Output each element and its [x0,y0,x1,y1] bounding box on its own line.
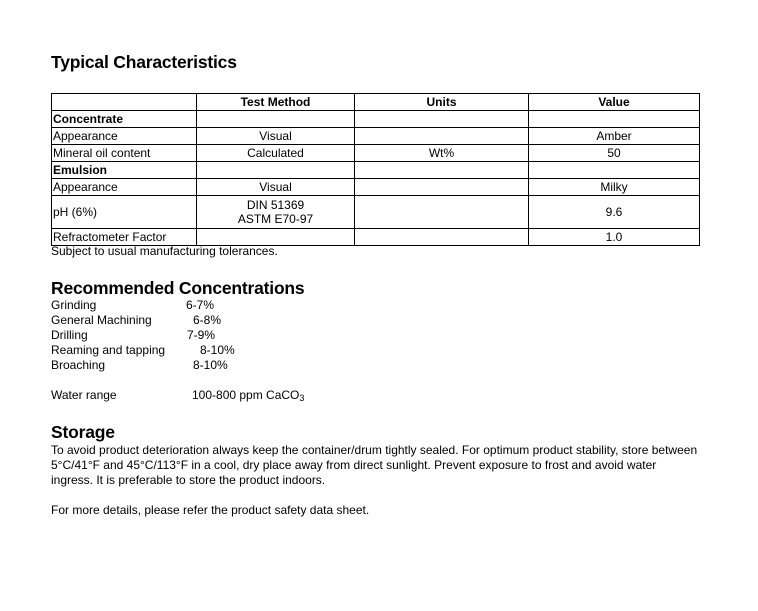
cell-method: Visual [197,128,355,145]
concentration-value: 7-9% [187,328,216,342]
cell-value: 1.0 [529,229,700,246]
table-row [52,196,700,229]
cell-units [355,162,529,179]
table-row [52,162,700,179]
details-note: For more details, please refer the product safety data sheet. [51,503,370,517]
row-label: Mineral oil content [52,145,197,162]
cell-method: Visual [197,179,355,196]
cell-value: Amber [529,128,700,145]
concentration-label: General Machining [51,313,152,327]
characteristics-table [51,93,700,246]
concentration-value: 8-10% [193,358,228,372]
water-range-subscript: 3 [299,393,305,403]
cell-units: Wt% [355,145,529,162]
concentration-value: 6-7% [186,298,215,312]
recommended-concentrations-heading: Recommended Concentrations [51,278,305,298]
cell-method [197,196,355,229]
cell-method [197,162,355,179]
concentration-label: Drilling [51,328,88,342]
row-label: Refractometer Factor [52,229,197,246]
water-range-label: Water range [51,388,117,402]
cell-units [355,111,529,128]
cell-method: Calculated [197,145,355,162]
cell-method [197,229,355,246]
table-row [52,229,700,246]
row-label: pH (6%) [52,196,197,229]
concentration-value: 6-8% [193,313,222,327]
section-label: Emulsion [52,162,197,179]
cell-value: 50 [529,145,700,162]
cell-value: Milky [529,179,700,196]
water-range-value [192,388,304,403]
water-range-text: 100-800 ppm CaCO [192,388,300,402]
tolerance-note: Subject to usual manufacturing tolerances. [51,244,278,258]
concentration-label: Grinding [51,298,97,312]
cell-units [355,179,529,196]
header-value: Value [529,94,700,111]
row-label: Appearance [52,128,197,145]
row-label: Appearance [52,179,197,196]
method-line-1: DIN 51369 [246,198,305,212]
table-row [52,179,700,196]
cell-method [197,111,355,128]
cell-value [529,162,700,179]
header-units: Units [355,94,529,111]
header-test-method: Test Method [197,94,355,111]
typical-characteristics-heading: Typical Characteristics [51,52,237,72]
method-line-2: ASTM E70-97 [237,212,314,226]
storage-heading: Storage [51,422,115,442]
cell-units [355,128,529,145]
table-header-row [52,94,700,111]
cell-value [529,111,700,128]
concentration-label: Reaming and tapping [51,343,166,357]
table-row [52,145,700,162]
header-property [52,94,197,111]
storage-paragraph: To avoid product deterioration always keep the container/drum tightly sealed. For optimum product stability, store between 5°C/41°F and 45°C/113°F in a cool, dry place away from direct sunlight. Prevent exposure to frost and avoid water ingress. It is preferable to store the product indoors. [51,443,698,487]
table-row [52,128,700,145]
cell-units [355,196,529,229]
cell-units [355,229,529,246]
section-label: Concentrate [52,111,197,128]
cell-value: 9.6 [529,196,700,229]
table-row [52,111,700,128]
concentration-value: 8-10% [200,343,235,357]
concentration-label: Broaching [51,358,106,372]
